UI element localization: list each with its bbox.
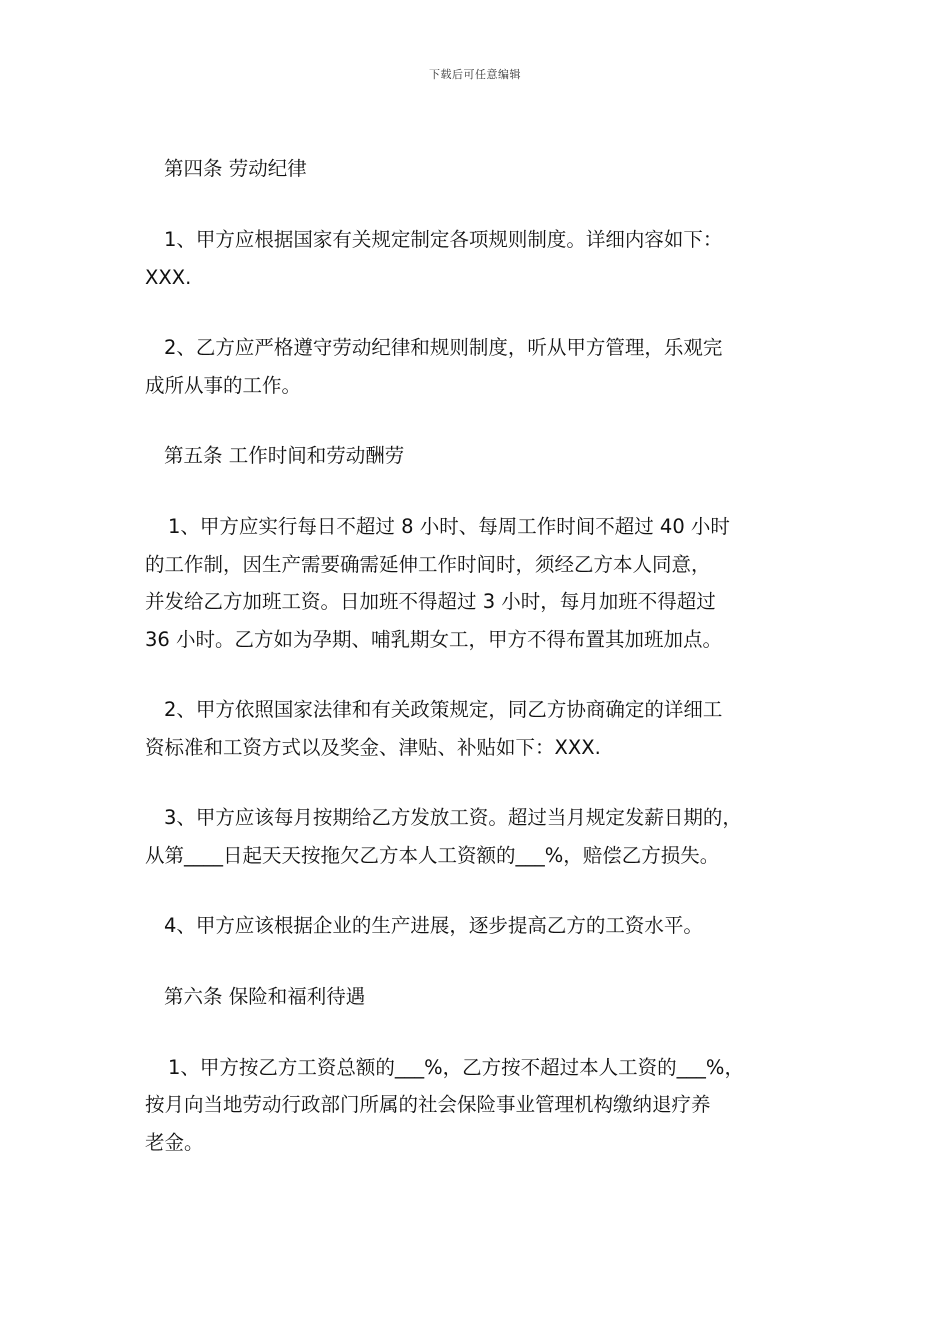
text-line: 老金。 [145,1130,204,1154]
section-5-heading: 第五条 工作时间和劳动酬劳 [164,444,405,467]
section-5-item-4 [145,907,815,945]
page-header: 下载后可任意编辑 [429,68,521,81]
section-4-heading: 第四条 劳动纪律 [164,157,307,180]
text-line: 按月向当地劳动行政部门所属的社会保险事业管理机构缴纳退疗养 [145,1093,711,1116]
text-line: XXX. [145,265,192,289]
section-4-item-1 [145,221,815,296]
section-5-item-1 [145,508,815,658]
section-6-item-1 [145,1049,815,1162]
text-line: 1、甲方按乙方工资总额的___%，乙方按不超过本人工资的___%， [168,1055,744,1079]
text-line: 2、甲方依照国家法律和有关政策规定，同乙方协商确定的详细工 [164,698,723,721]
text-line: 并发给乙方加班工资。日加班不得超过 3 小时，每月加班不得超过 [145,590,716,613]
text-line: 3、甲方应该每月按期给乙方发放工资。超过当月规定发薪日期的， [164,806,742,829]
section-5-item-3 [145,799,815,874]
section-6-heading: 第六条 保险和福利待遇 [164,984,366,1008]
text-line: 4、甲方应该根据企业的生产进展，逐步提高乙方的工资水平。 [164,914,703,937]
text-line: 1、甲方应根据国家有关规定制定各项规则制度。详细内容如下： [164,228,723,251]
text-line: 2、乙方应严格遵守劳动纪律和规则制度，听从甲方管理，乐观完 [164,336,723,359]
text-line: 36 小时。乙方如为孕期、哺乳期女工，甲方不得布置其加班加点。 [145,627,723,651]
section-5-item-2 [145,691,815,766]
text-line: 的工作制，因生产需要确需延伸工作时间时，须经乙方本人同意， [145,552,711,576]
section-4-item-2 [145,329,815,404]
document-body [145,150,815,1194]
text-line: 从第____日起天天按拖欠乙方本人工资额的___%，赔偿乙方损失。 [145,843,720,867]
text-line: 成所从事的工作。 [145,373,302,397]
text-line: 资标准和工资方式以及奖金、津贴、补贴如下：XXX. [145,735,601,759]
text-line: 1、甲方应实行每日不超过 8 小时、每周工作时间不超过 40 小时 [168,515,730,538]
